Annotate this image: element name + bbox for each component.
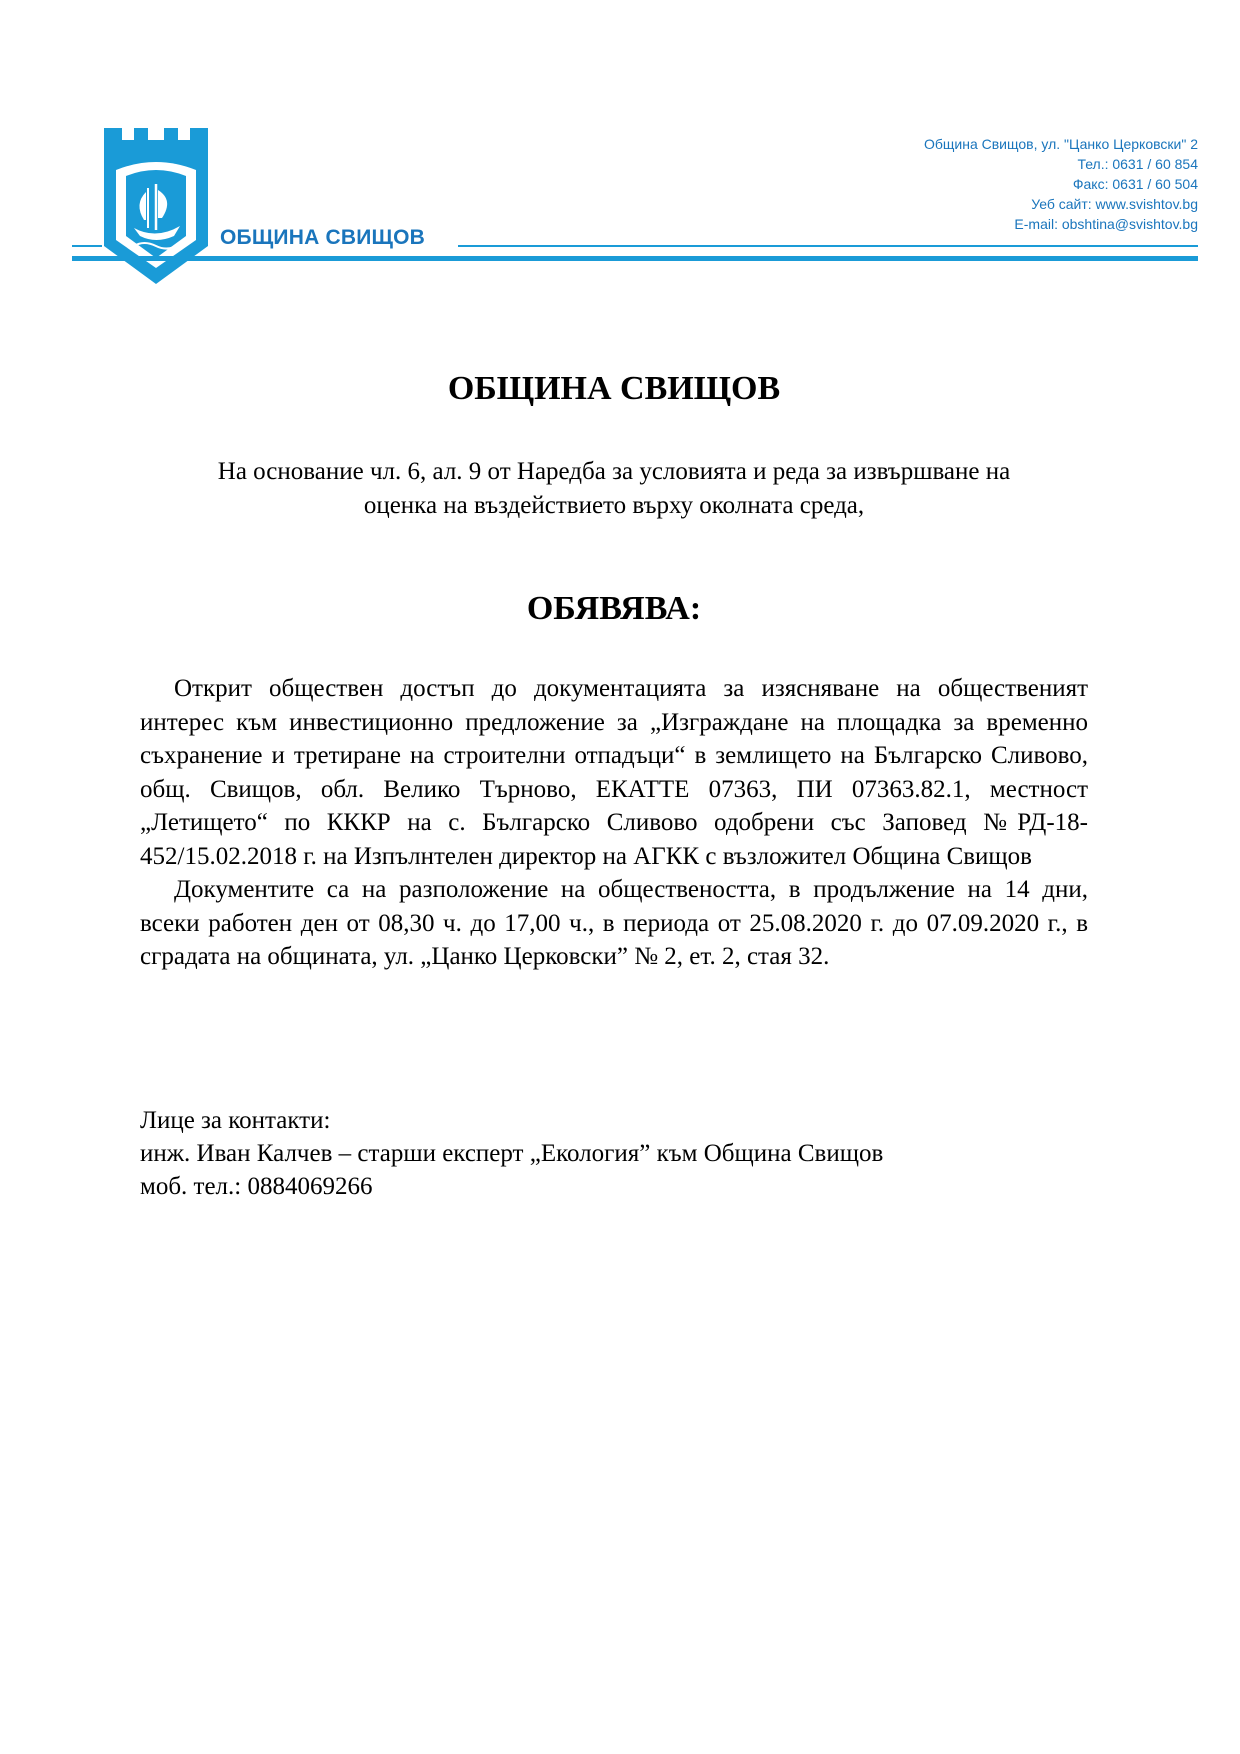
legal-basis [140,455,1088,523]
letterhead-website[interactable]: Уеб сайт: www.svishtov.bg [1031,196,1198,212]
announcement-text [140,672,1088,974]
letterhead [0,0,1240,300]
letterhead-rule-middle [458,245,1198,247]
contact-person: инж. Иван Калчев – старши експерт „Екология” към Община Свищов [140,1140,884,1167]
legal-basis-line-2: оценка на въздействието върху околната среда, [363,492,865,519]
letterhead-rule-left [72,245,102,247]
legal-basis-line-1: На основание чл. 6, ал. 9 от Наредба за условията и реда за извършване на [217,458,1011,485]
letterhead-email[interactable]: E-mail: obshtina@svishtov.bg [1014,216,1198,232]
letterhead-org-name: ОБЩИНА СВИЩОВ [220,226,426,249]
contact-heading: Лице за контакти: [140,1107,331,1134]
paragraph-availability: Документите са на разположение на обществеността, в продължение на 14 дни, всеки работен ден от 08,30 ч. до 17,00 ч., в периода от 25.08.2020 г. до 07.09.2020 г., в сградата на общината, ул. „Цанко Церковски” № 2, ет. 2, стая 32. [140,876,1088,970]
letterhead-fax: Факс: 0631 / 60 504 [1072,176,1198,192]
announcement-heading: ОБЯВЯВА: [526,590,702,627]
letterhead-phone: Тел.: 0631 / 60 854 [1077,156,1198,172]
contact-phone: моб. тел.: 0884069266 [140,1173,373,1200]
letterhead-address: Община Свищов, ул. "Цанко Церковски" 2 [923,136,1198,152]
letterhead-rule-bottom [72,256,1198,261]
letterhead-contacts [924,134,1198,234]
paragraph-investment-proposal: Открит обществен достъп до документацията за изясняване на общественият интерес към инвестиционно предложение за „Изграждане на площадка за временно съхранение и третиране на строителни отпадъци“ в землището на Българско Сливово, общ. Свищов, обл. Велико Търново, ЕКАТТЕ 07363, ПИ 07363.82.1, местност „Летището“ по КККР на с. Българско Сливово одобрени със Заповед №РД-18-452/15.02.2018 г. на Изпълнтелен директор на АГКК с възложител Община Свищов [140,675,1088,870]
contact-person-block [140,1104,1088,1203]
document-title: ОБЩИНА СВИЩОВ [447,370,781,407]
